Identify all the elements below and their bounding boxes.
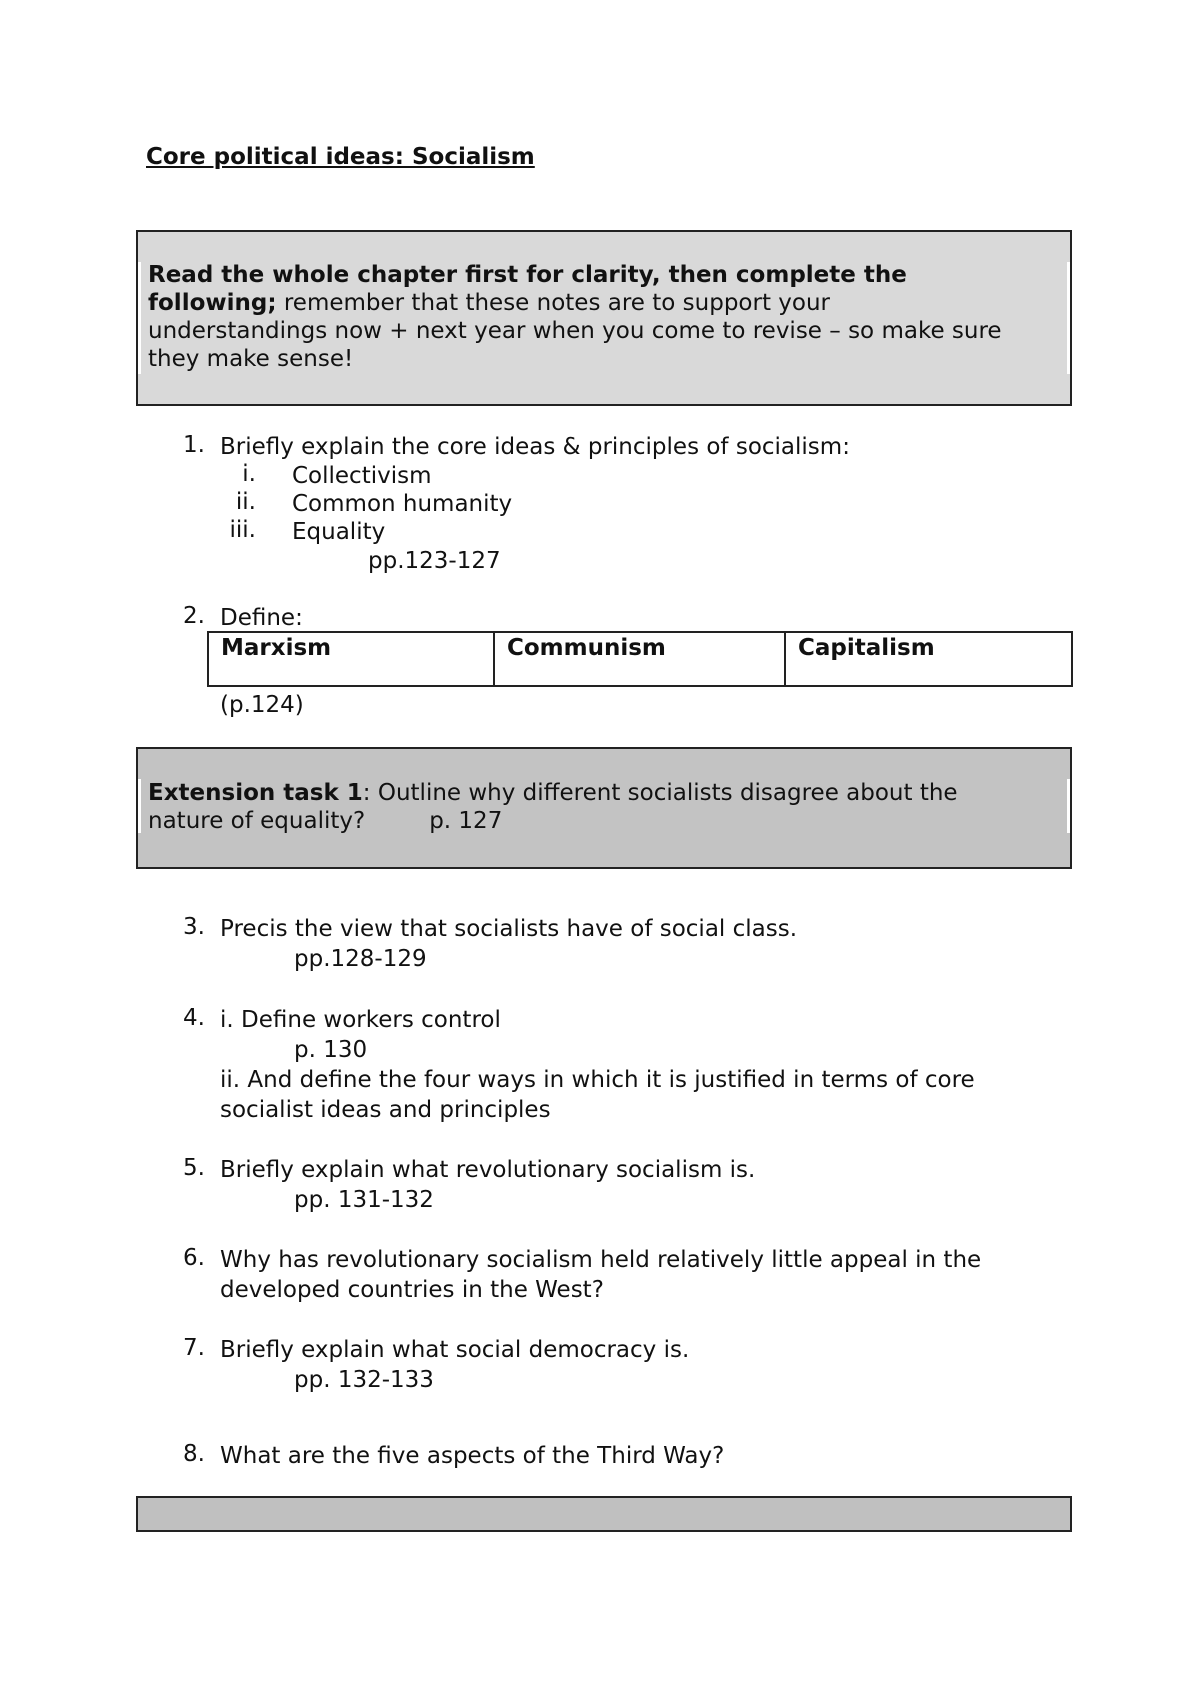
- shaded-box: [136, 1496, 1072, 1532]
- question-number: 7.: [183, 1335, 205, 1361]
- question-text: Precis the view that socialists have of social class.: [220, 916, 798, 942]
- question-text: Briefly explain what social democracy is.: [220, 1337, 690, 1363]
- roman-numeral: iii.: [229, 517, 256, 543]
- definitions-table: [207, 631, 1073, 687]
- box-edge-right: [1067, 779, 1070, 833]
- question-text: Briefly explain what revolutionary socialism is.: [220, 1157, 756, 1183]
- page-reference: p. 130: [294, 1037, 368, 1063]
- question-text: socialist ideas and principles: [220, 1097, 551, 1123]
- extension-line: nature of equality? p. 127: [148, 808, 503, 834]
- extension-box: [136, 747, 1072, 869]
- question-text: Define:: [220, 605, 303, 631]
- page-reference: (p.124): [220, 692, 304, 718]
- roman-numeral: ii.: [235, 489, 256, 515]
- intro-line: they make sense!: [148, 346, 354, 372]
- instructions-box: [136, 230, 1072, 406]
- page-reference: pp.128-129: [294, 946, 427, 972]
- extension-line: Extension task 1: Outline why different socialists disagree about the: [148, 780, 958, 806]
- question-number: 8.: [183, 1441, 205, 1467]
- box-edge-left: [138, 779, 141, 833]
- question-text: developed countries in the West?: [220, 1277, 604, 1303]
- question-text: What are the five aspects of the Third Way?: [220, 1443, 725, 1469]
- roman-numeral: i.: [242, 461, 256, 487]
- table-cell-marxism: Marxism: [208, 632, 494, 686]
- box-edge-right: [1067, 262, 1070, 374]
- box-edge-left: [138, 262, 141, 374]
- intro-line: following; remember that these notes are to support your: [148, 290, 830, 316]
- page-reference: pp. 131-132: [294, 1187, 434, 1213]
- question-number: 6.: [183, 1245, 205, 1271]
- list-item: Equality: [292, 519, 386, 545]
- page-reference: pp.123-127: [368, 548, 501, 574]
- list-item: Common humanity: [292, 491, 513, 517]
- list-item: Collectivism: [292, 463, 432, 489]
- question-text: i. Define workers control: [220, 1007, 501, 1033]
- intro-line: understandings now + next year when you come to revise – so make sure: [148, 318, 1002, 344]
- question-number: 2.: [183, 603, 205, 629]
- question-text: Why has revolutionary socialism held relatively little appeal in the: [220, 1247, 982, 1273]
- intro-line: Read the whole chapter first for clarity, then complete the: [148, 262, 907, 288]
- page-reference: pp. 132-133: [294, 1367, 434, 1393]
- table-cell-communism: Communism: [494, 632, 785, 686]
- question-text: ii. And define the four ways in which it is justified in terms of core: [220, 1067, 975, 1093]
- question-number: 1.: [183, 432, 205, 458]
- question-number: 5.: [183, 1155, 205, 1181]
- page-title: Core political ideas: Socialism: [146, 144, 535, 170]
- question-number: 4.: [183, 1005, 205, 1031]
- table-cell-capitalism: Capitalism: [785, 632, 1072, 686]
- question-text: Briefly explain the core ideas & principles of socialism:: [220, 434, 850, 460]
- question-number: 3.: [183, 914, 205, 940]
